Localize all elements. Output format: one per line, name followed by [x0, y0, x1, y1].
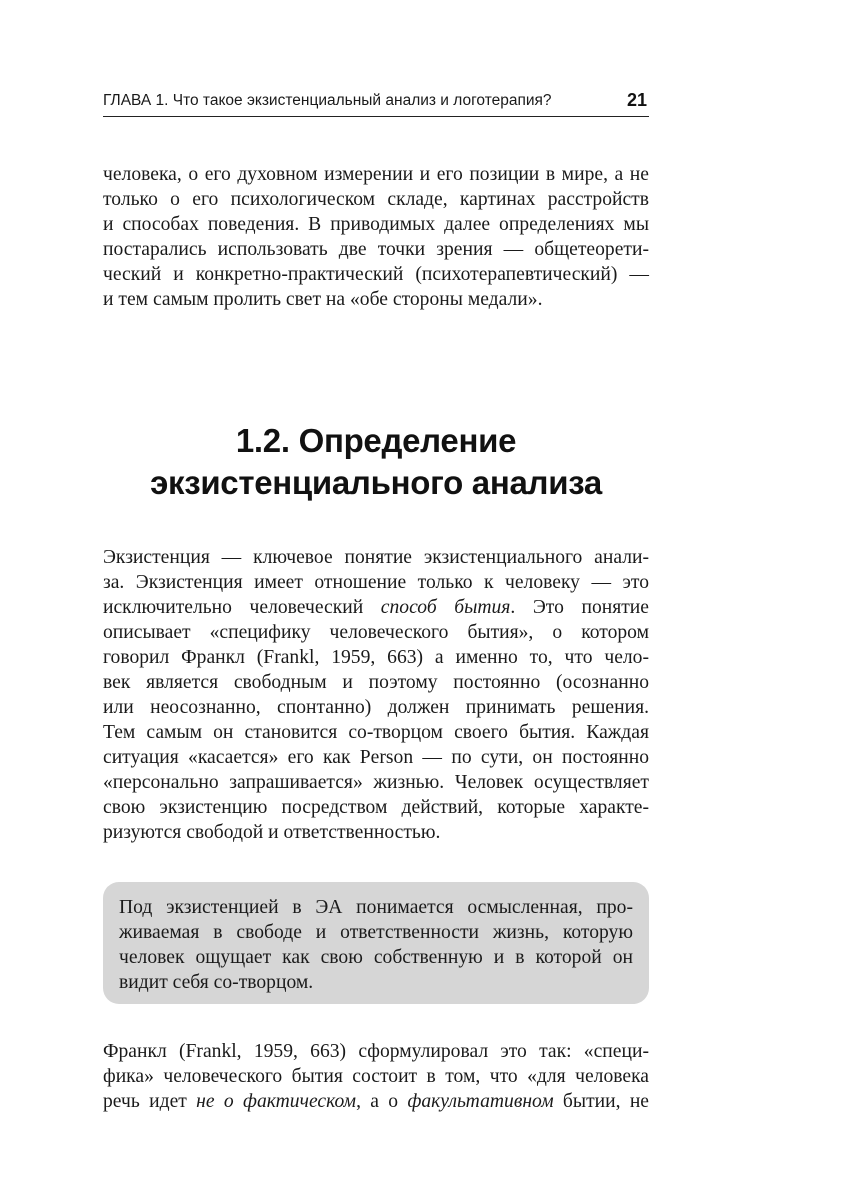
callout-line: живаемая в свободе и ответственности жизнь, которую	[119, 922, 633, 943]
text-run: исключительно человеческий	[103, 597, 381, 618]
text-line: или неосознанно, спонтанно) должен принимать решения.	[103, 697, 649, 718]
text-line: «персонально запрашивается» жизнью. Человек осуществляет	[103, 772, 649, 793]
section-heading	[103, 420, 649, 504]
section-heading-line2: экзистенциального анализа	[150, 464, 602, 501]
callout-line: человек ощущает как свою собственную и в которой он	[119, 947, 633, 968]
page-number: 21	[626, 90, 647, 110]
italic-term: способ бытия	[380, 597, 511, 618]
text-line: фика» человеческого бытия состоит в том, что «для человека	[103, 1066, 649, 1087]
closing-paragraph	[103, 1039, 649, 1114]
text-run: бытии, не	[553, 1091, 650, 1112]
text-line: век является свободным и поэтому постоянно (осознанно	[103, 672, 649, 693]
text-run: , а о	[356, 1091, 408, 1112]
text-line	[103, 1089, 649, 1114]
text-line: и способах поведения. В приводимых далее определениях мы	[103, 214, 649, 235]
text-line: говорил Франкл (Frankl, 1959, 663) а именно то, что чело-	[103, 647, 649, 668]
italic-term: не о фактическом	[196, 1091, 357, 1112]
text-line: Франкл (Frankl, 1959, 663) сформулировал это так: «специ-	[103, 1041, 649, 1062]
text-run: речь идет	[103, 1091, 197, 1112]
callout-line: видит себя со-творцом.	[119, 972, 314, 993]
section-heading-line1: 1.2. Определение	[235, 422, 517, 459]
text-line: за. Экзистенция имеет отношение только к человеку — это	[103, 572, 649, 593]
running-header	[103, 90, 649, 117]
italic-term: факультативном	[407, 1091, 554, 1112]
definition-callout	[103, 882, 649, 1004]
text-line: ческий и конкретно-практический (психотерапевтический) —	[103, 264, 649, 285]
text-line: и тем самым пролить свет на «обе стороны медали».	[103, 289, 543, 310]
text-line: свою экзистенцию посредством действий, которые характе-	[103, 797, 649, 818]
chapter-title: ГЛАВА 1. Что такое экзистенциальный анализ и логотерапия?	[103, 92, 552, 109]
text-line: Тем самым он становится со-творцом своего бытия. Каждая	[103, 722, 649, 743]
text-line: описывает «специфику человеческого бытия», о котором	[103, 622, 649, 643]
text-line: человека, о его духовном измерении и его позиции в мире, а не	[103, 164, 649, 185]
text-run: . Это понятие	[510, 597, 649, 618]
text-line: только о его психологическом складе, картинах расстройств	[103, 189, 649, 210]
text-line: Экзистенция — ключевое понятие экзистенциального анали-	[103, 547, 649, 568]
text-line: ризуются свободой и ответственностью.	[103, 822, 441, 843]
callout-line: Под экзистенцией в ЭА понимается осмысленная, про-	[119, 897, 633, 918]
text-line: постарались использовать две точки зрения — общетеорети-	[103, 239, 649, 260]
intro-paragraph	[103, 162, 649, 312]
text-line: ситуация «касается» его как Person — по сути, он постоянно	[103, 747, 649, 768]
main-paragraph	[103, 545, 649, 845]
text-line	[103, 595, 649, 620]
